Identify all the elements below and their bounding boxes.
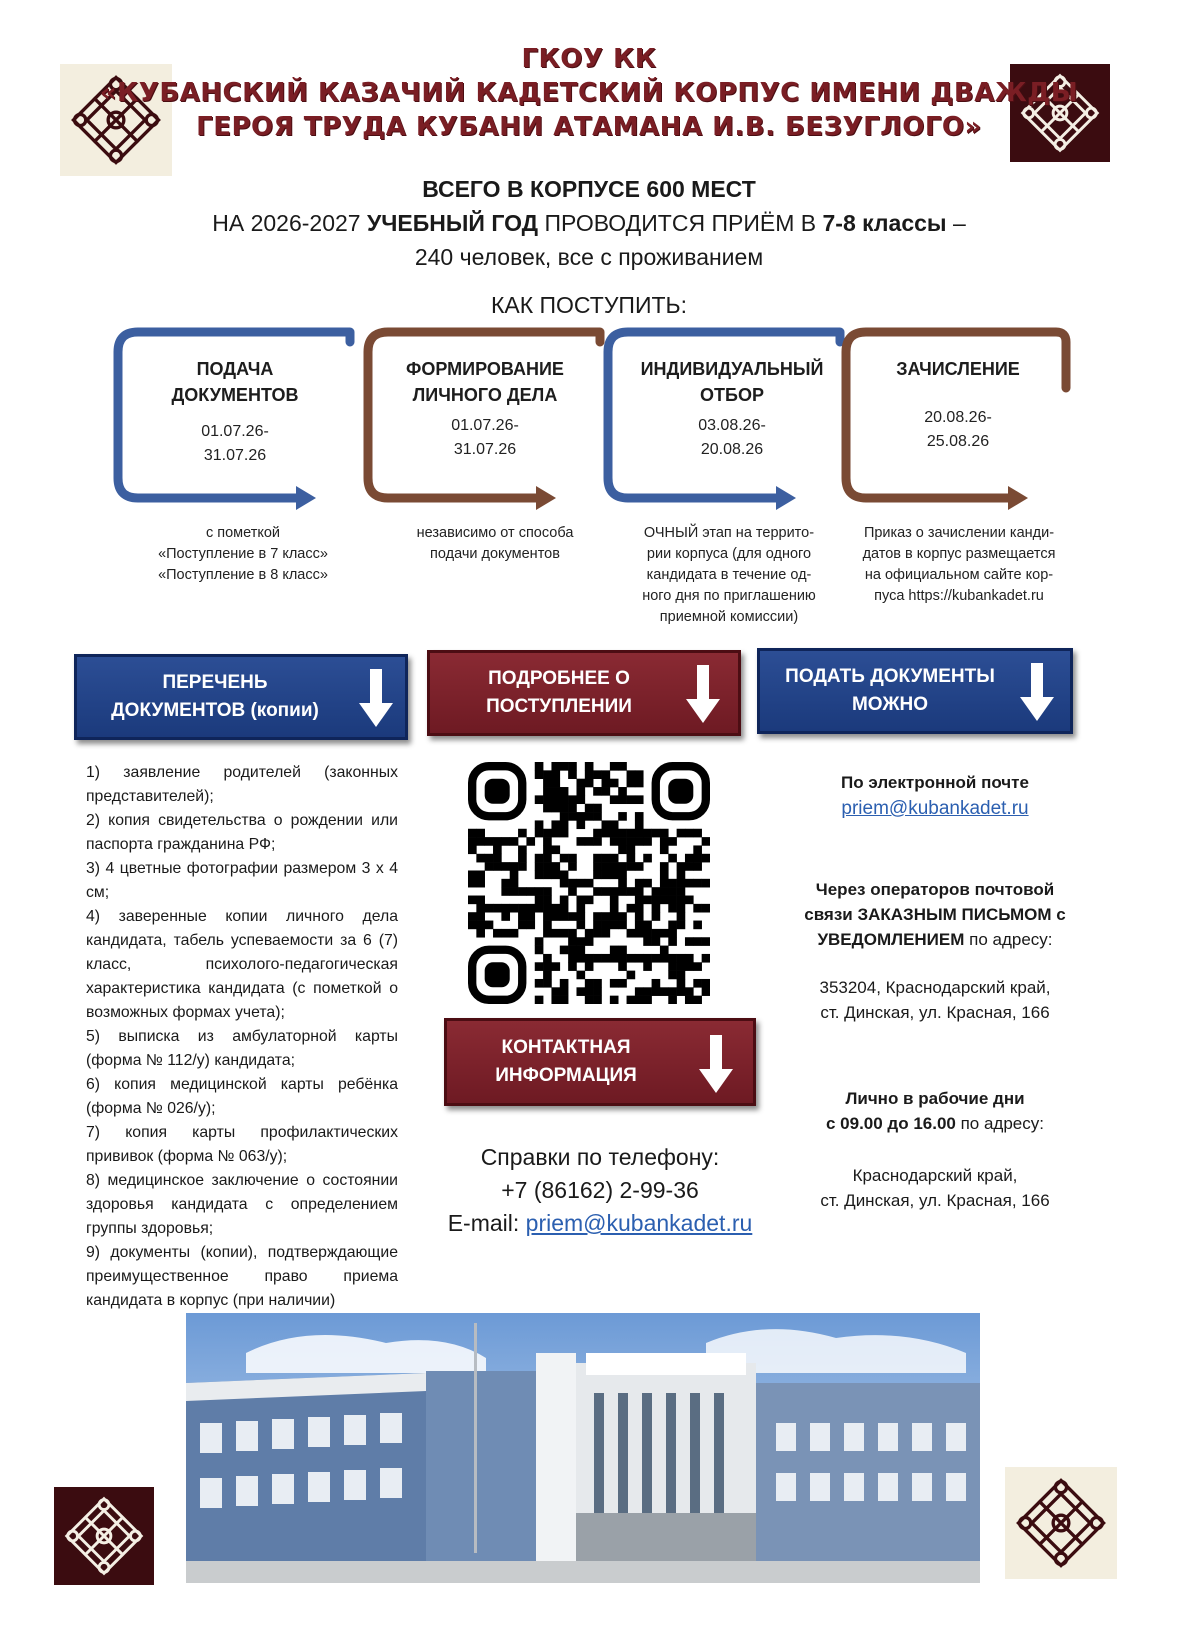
ornament-icon xyxy=(54,1487,154,1585)
documents-list xyxy=(86,761,398,1313)
step-1-dates: 01.07.26- 31.07.26 xyxy=(201,423,269,464)
step-3-title: ИНДИВИДУАЛЬНЫЙ ОТБОР xyxy=(640,359,824,405)
documents-list-banner: ПЕРЕЧЕНЬ ДОКУМЕНТОВ (копии) xyxy=(74,654,408,740)
contact-email-link[interactable]: priem@kubankadet.ru xyxy=(525,1210,753,1236)
step-1-title: ПОДАЧА ДОКУМЕНТОВ xyxy=(171,359,299,405)
step-arrowhead-1 xyxy=(296,486,316,510)
list-item: 8) медицинское заключение о состоянии здоровья кандидата с определением группы здоровья; xyxy=(86,1172,398,1237)
step-4-note: Приказ о зачислении канди- датов в корпус размещается на официальном сайте кор- пуса https://kubankadet.ru xyxy=(862,525,1056,604)
step-arrowhead-3 xyxy=(776,486,796,510)
step-3-note: ОЧНЫЙ этап на террито- рии корпуса (для одного кандидата в течение од- ного дня по приглашению приемной комиссии) xyxy=(642,525,816,625)
submit-in-person: Лично в рабочие дни с 09.00 до 16.00 по адресу: Краснодарский край, ст. Динская, ул. Красная, 166 xyxy=(820,1089,1050,1210)
submit-by-post: Через операторов почтовой связи ЗАКАЗНЫМ ПИСЬМОМ с УВЕДОМЛЕНИЕМ по адресу: 353204, Краснодарский край, ст. Динская, ул. Красная, 166 xyxy=(804,880,1066,1022)
ornament-bottom-left xyxy=(54,1487,154,1585)
list-item: 9) документы (копии), подтверждающие преимущественное право приема кандидата в корпус (при наличии) xyxy=(86,1244,398,1309)
list-item: 1) заявление родителей (законных представителей); xyxy=(86,764,398,805)
step-2-title: ФОРМИРОВАНИЕ ЛИЧНОГО ДЕЛА xyxy=(406,359,564,405)
step-4-dates: 20.08.26- 25.08.26 xyxy=(924,409,992,450)
capacity-line: 240 человек, все с проживанием xyxy=(414,244,764,270)
phone-label: Справки по телефону: xyxy=(480,1144,720,1170)
list-item: 7) копия карты профилактических прививок (форма № 063/у); xyxy=(86,1124,398,1165)
org-full-name-line2: ГЕРОЯ ТРУДА КУБАНИ АТАМАНА И.В. БЕЗУГЛОГО» xyxy=(196,112,982,142)
step-4-title: ЗАЧИСЛЕНИЕ xyxy=(896,359,1020,379)
down-arrow-icon xyxy=(1020,663,1054,721)
org-full-name-line1: «КУБАНСКИЙ КАЗАЧИЙ КАДЕТСКИЙ КОРПУС ИМЕНИ ДВАЖДЫ xyxy=(99,78,1079,108)
how-to-heading: КАК ПОСТУПИТЬ: xyxy=(490,292,688,318)
down-arrow-icon xyxy=(686,665,720,723)
step-3-dates: 03.08.26- 20.08.26 xyxy=(698,417,766,458)
down-arrow-icon xyxy=(359,669,393,727)
org-short-name: ГКОУ КК xyxy=(521,44,657,74)
step-arrowhead-4 xyxy=(1008,486,1028,510)
step-2-dates: 01.07.26- 31.07.26 xyxy=(451,417,519,458)
ornament-icon xyxy=(1005,1467,1117,1579)
list-item: 4) заверенные копии личного дела кандидата, табель успеваемости за 6 (7) класс, психолого-педагогическая характеристика кандидата (с пометкой о возможных формах учета); xyxy=(86,908,398,1021)
building-photo xyxy=(186,1313,980,1583)
admission-line: НА 2026-2027 УЧЕБНЫЙ ГОД ПРОВОДИТСЯ ПРИЁМ В 7-8 классы – xyxy=(212,210,966,236)
list-item: 5) выписка из амбулаторной карты (форма № 112/у) кандидата; xyxy=(86,1028,398,1069)
step-arrowhead-2 xyxy=(536,486,556,510)
submit-docs-banner: ПОДАТЬ ДОКУМЕНТЫ МОЖНО xyxy=(757,648,1073,734)
phone-number: +7 (86162) 2-99-36 xyxy=(501,1177,699,1203)
contact-info-banner: КОНТАКТНАЯ ИНФОРМАЦИЯ xyxy=(444,1018,756,1106)
total-places: ВСЕГО В КОРПУСЕ 600 МЕСТ xyxy=(422,176,756,202)
email-link[interactable]: priem@kubankadet.ru xyxy=(841,798,1029,819)
step-2-note: независимо от способа подачи документов xyxy=(416,525,574,562)
list-item: 6) копия медицинской карты ребёнка (форма № 026/у); xyxy=(86,1076,398,1117)
ornament-bottom-right xyxy=(1005,1467,1117,1579)
submit-by-email: По электронной почте priem@kubankadet.ru xyxy=(841,773,1029,819)
step-1-note: с пометкой «Поступление в 7 класс» «Поступление в 8 класс» xyxy=(158,525,328,583)
contact-block: Справки по телефону: +7 (86162) 2-99-36 E-mail: priem@kubankadet.ru xyxy=(400,1141,800,1240)
down-arrow-icon xyxy=(699,1035,733,1093)
list-item: 2) копия свидетельства о рождении или паспорта гражданина РФ; xyxy=(86,812,398,853)
more-info-banner: ПОДРОБНЕЕ О ПОСТУПЛЕНИИ xyxy=(427,650,741,736)
qr-code[interactable] xyxy=(468,762,710,1004)
list-item: 3) 4 цветные фотографии размером 3 х 4 см; xyxy=(86,860,398,901)
